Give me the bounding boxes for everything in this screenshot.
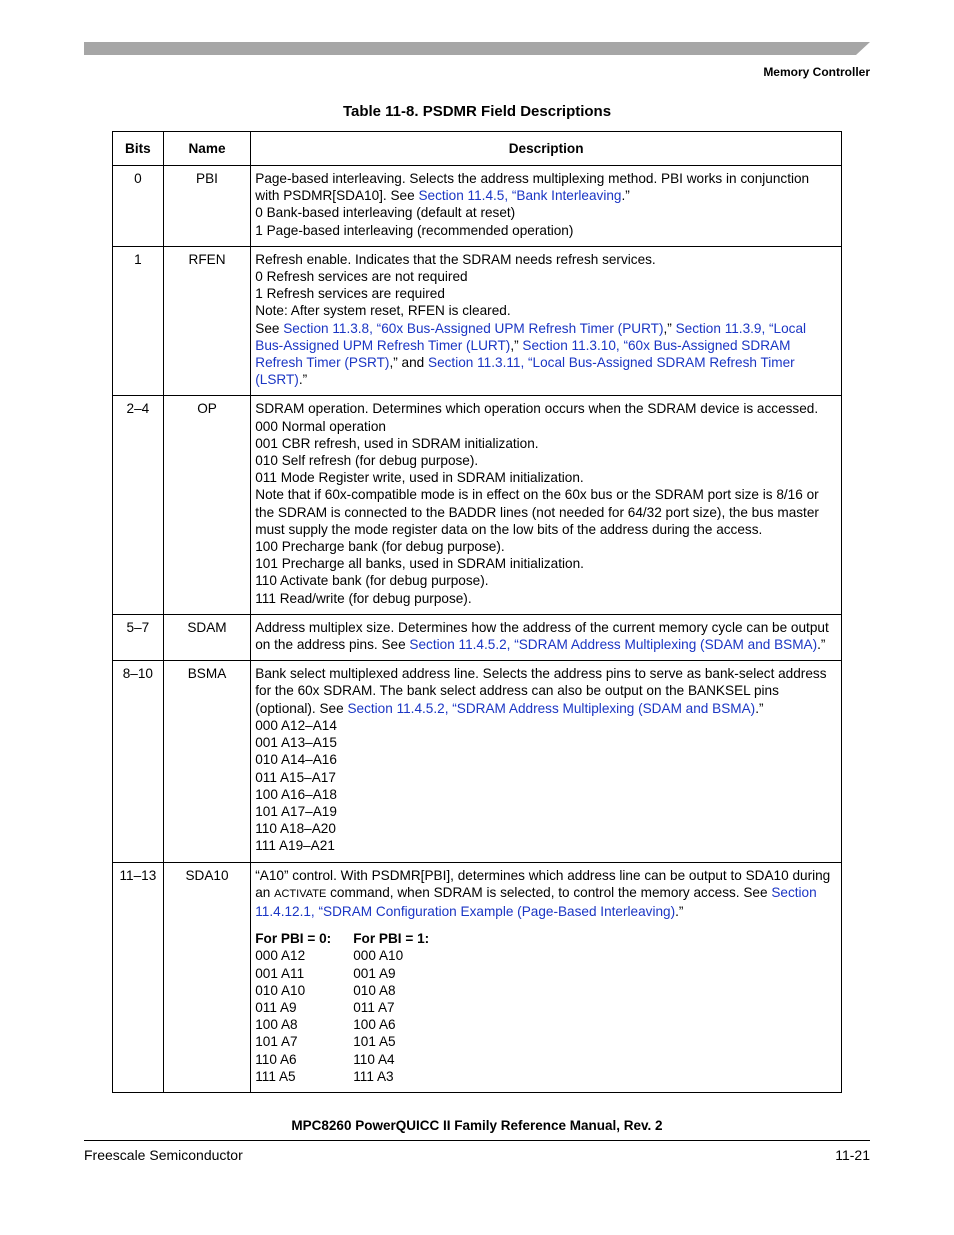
description-cell — [251, 246, 842, 396]
value-line: 010 A14–A16 — [255, 752, 337, 768]
publisher: Freescale Semiconductor — [84, 1147, 243, 1163]
section-link[interactable]: Section 11.4.12.1, “SDRAM Configuration Example (Page-Based Interleaving) — [255, 884, 817, 919]
bits-cell: 0 — [113, 166, 164, 247]
header-bar — [84, 42, 870, 55]
value-line: 100 A16–A18 — [255, 786, 337, 802]
value-line: 0 Bank-based interleaving (default at reset) — [255, 205, 516, 221]
running-header: Memory Controller — [763, 65, 870, 79]
pbi1-heading: For PBI = 1: — [353, 931, 430, 947]
pbi0-column — [255, 930, 353, 1085]
value-line: 010 Self refresh (for debug purpose). — [255, 453, 479, 469]
description-paragraph: “A10” control. With PSDMR[PBI], determines which address line can be output to SDA10 during an ACTIVATE command, when SDRAM is selected, to control the memory access. See Section 11.4.12.1, “SDRAM Configuration Example (Page-Based Interleaving).” — [255, 867, 831, 919]
value-line: 100 A8 — [255, 1017, 298, 1033]
bits-cell: 1 — [113, 246, 164, 396]
name-cell: SDA10 — [163, 862, 250, 1092]
page-number: 11-21 — [835, 1147, 870, 1163]
table-header-row — [113, 132, 842, 166]
table-row — [113, 396, 842, 614]
table-row — [113, 246, 842, 396]
table-row — [113, 614, 842, 660]
value-line: 1 Refresh services are required — [255, 286, 445, 302]
description-paragraph: Address multiplex size. Determines how the address of the current memory cycle can be output on the address pins. See Section 11.4.5.2, “SDRAM Address Multiplexing (SDAM and BSMA).” — [255, 619, 829, 653]
section-link[interactable]: Section 11.3.10, “60x Bus-Assigned SDRAM Refresh Timer (PSRT) — [255, 337, 791, 371]
column-header-bits: Bits — [113, 132, 164, 166]
description-line: Refresh enable. Indicates that the SDRAM needs refresh services. — [255, 251, 656, 267]
pbi1-column — [353, 930, 451, 1085]
column-header-description: Description — [251, 132, 842, 166]
value-line: 110 Activate bank (for debug purpose). — [255, 573, 489, 589]
pbi0-heading: For PBI = 0: — [255, 931, 332, 947]
description-cell — [251, 166, 842, 247]
name-cell: SDAM — [163, 614, 250, 660]
description-cell — [251, 661, 842, 862]
value-line: 101 Precharge all banks, used in SDRAM initialization. — [255, 556, 584, 572]
value-line: 0 Refresh services are not required — [255, 269, 468, 285]
value-line: 001 A9 — [353, 965, 396, 981]
description-cell — [251, 862, 842, 1092]
value-line: 010 A10 — [255, 982, 306, 998]
table-row — [113, 166, 842, 247]
value-line: 000 A12 — [255, 948, 306, 964]
value-line: 011 A9 — [255, 999, 297, 1015]
section-link[interactable]: Section 11.4.5.2, “SDRAM Address Multiplexing (SDAM and BSMA) — [409, 637, 818, 653]
name-cell: RFEN — [163, 246, 250, 396]
section-link[interactable]: Section 11.3.9, “Local Bus-Assigned UPM Refresh Timer (LURT) — [255, 320, 807, 353]
value-line: 111 A19–A21 — [255, 838, 335, 854]
section-link[interactable]: Section 11.3.11, “Local Bus-Assigned SDRAM Refresh Timer (LSRT) — [255, 355, 795, 388]
section-link[interactable]: Section 11.4.5, “Bank Interleaving — [418, 188, 622, 204]
value-line: 101 A7 — [255, 1034, 298, 1050]
description-cell — [251, 396, 842, 614]
value-line: 101 A5 — [353, 1034, 396, 1050]
description-paragraph: Bank select multiplexed address line. Selects the address pins to serve as bank-select address for the 60x SDRAM. The bank select address can also be output on the BANKSEL pins (optional). See Section 11.4.5.2, “SDRAM Address Multiplexing (SDAM and BSMA).” — [255, 666, 827, 716]
value-line: 001 A13–A15 — [255, 735, 337, 751]
value-line: 1 Page-based interleaving (recommended operation) — [255, 222, 574, 238]
value-line: 010 A8 — [353, 982, 396, 998]
value-line: 011 A7 — [353, 999, 395, 1015]
note-line: Note: After system reset, RFEN is cleared. — [255, 303, 511, 319]
name-cell: OP — [163, 396, 250, 614]
name-cell: PBI — [163, 166, 250, 247]
column-header-name: Name — [163, 132, 250, 166]
bits-cell: 2–4 — [113, 396, 164, 614]
note-paragraph: Note that if 60x-compatible mode is in effect on the 60x bus or the SDRAM port size is 8/16 or the SDRAM is connected to the BADDR lines (not needed for 64/32 port size), the bus master must supply the mode register data on the low bits of the address during the access. — [255, 487, 819, 537]
section-link[interactable]: Section 11.4.5.2, “SDRAM Address Multiplexing (SDAM and BSMA) — [347, 700, 756, 716]
pbi-mapping — [255, 930, 837, 1085]
name-cell: BSMA — [163, 661, 250, 862]
bits-cell: 8–10 — [113, 661, 164, 862]
table-row — [113, 661, 842, 862]
table-row — [113, 862, 842, 1092]
field-descriptions-table — [112, 131, 842, 1093]
value-line: 001 CBR refresh, used in SDRAM initialization. — [255, 435, 539, 451]
value-line: 110 A4 — [353, 1051, 395, 1067]
value-line: 110 A18–A20 — [255, 821, 336, 837]
value-line: 000 A12–A14 — [255, 717, 337, 733]
description-line: SDRAM operation. Determines which operation occurs when the SDRAM device is accessed. — [255, 401, 819, 417]
value-line: 110 A6 — [255, 1051, 297, 1067]
value-line: 100 Precharge bank (for debug purpose). — [255, 539, 505, 555]
value-line: 101 A17–A19 — [255, 803, 337, 819]
value-line: 011 Mode Register write, used in SDRAM initialization. — [255, 470, 584, 486]
value-line: 011 A15–A17 — [255, 769, 336, 785]
footer-divider — [84, 1140, 870, 1141]
bits-cell: 11–13 — [113, 862, 164, 1092]
value-line: 001 A11 — [255, 965, 305, 981]
table-title: Table 11-8. PSDMR Field Descriptions — [342, 103, 612, 120]
manual-title: MPC8260 PowerQUICC II Family Reference Manual, Rev. 2 — [291, 1118, 663, 1133]
value-line: 111 A5 — [255, 1068, 296, 1084]
value-line: 111 Read/write (for debug purpose). — [255, 590, 472, 606]
bits-cell: 5–7 — [113, 614, 164, 660]
value-line: 111 A3 — [353, 1068, 394, 1084]
see-also-paragraph: See Section 11.3.8, “60x Bus-Assigned UPM Refresh Timer (PURT),” Section 11.3.9, “Local Bus-Assigned UPM Refresh Timer (LURT),” Section 11.3.10, “60x Bus-Assigned SDRAM Refresh Timer (PSRT),” and Section 11.3.11, “Local Bus-Assigned SDRAM Refresh Timer (LSRT).” — [255, 320, 807, 388]
description-paragraph: Page-based interleaving. Selects the address multiplexing method. PBI works in conjunction with PSDMR[SDA10]. See Section 11.4.5, “Bank Interleaving.” — [255, 171, 810, 204]
value-line: 000 A10 — [353, 948, 404, 964]
section-link[interactable]: Section 11.3.8, “60x Bus-Assigned UPM Refresh Timer (PURT) — [283, 320, 664, 336]
value-line: 100 A6 — [353, 1017, 396, 1033]
description-cell — [251, 614, 842, 660]
value-line: 000 Normal operation — [255, 418, 386, 434]
